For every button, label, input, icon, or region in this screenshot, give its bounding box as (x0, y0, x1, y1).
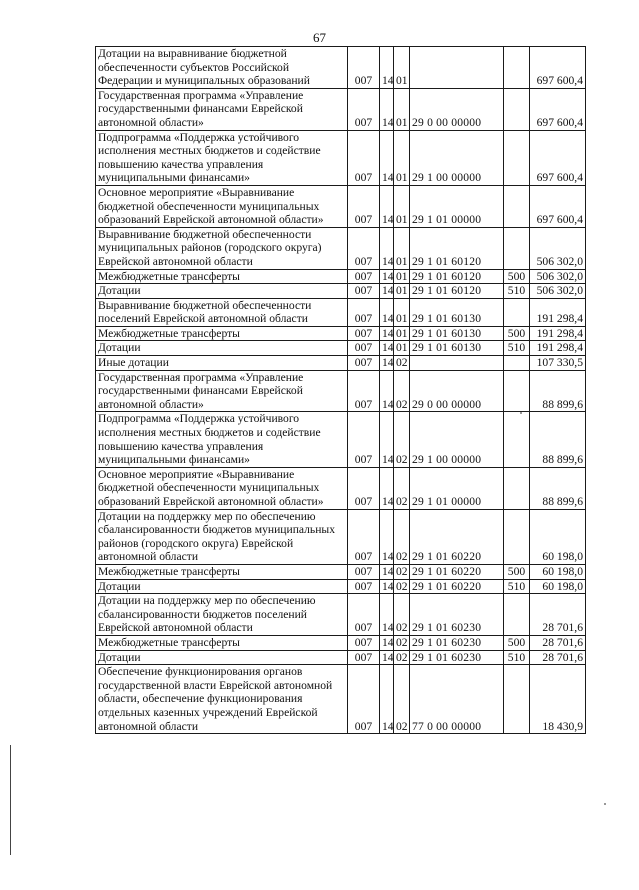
amount-value: 28 701,6 (530, 650, 586, 665)
section-code: 14 (380, 185, 394, 227)
subsection-code: 01 (394, 326, 410, 341)
table-row (96, 326, 586, 341)
item-description: Дотации на поддержку мер по обеспечению сбалансированности бюджетов муниципальных районов (городского округа) Еврейской автономной области (96, 509, 348, 564)
target-article-code: 29 1 01 00000 (410, 185, 504, 227)
section-code: 14 (380, 594, 394, 636)
item-description: Подпрограмма «Поддержка устойчивого исполнения местных бюджетов и содействие повышению качества управления муниципальными финансами» (96, 412, 348, 467)
ministry-code: 007 (348, 284, 380, 299)
table-row (96, 356, 586, 371)
scan-speck (520, 412, 522, 414)
section-code: 14 (380, 467, 394, 509)
table-row (96, 227, 586, 269)
ministry-code: 007 (348, 412, 380, 467)
amount-value: 191 298,4 (530, 298, 586, 326)
section-code: 14 (380, 326, 394, 341)
expense-type-code (504, 665, 530, 734)
page-number: 67 (313, 30, 326, 45)
item-description: Межбюджетные трансферты (96, 326, 348, 341)
subsection-code: 02 (394, 579, 410, 594)
target-article-code: 29 0 00 00000 (410, 370, 504, 412)
ministry-code: 007 (348, 370, 380, 412)
item-description: Дотации (96, 579, 348, 594)
section-code: 14 (380, 356, 394, 371)
table-row (96, 185, 586, 227)
amount-value: 506 302,0 (530, 284, 586, 299)
table-row (96, 650, 586, 665)
item-description: Основное мероприятие «Выравнивание бюджетной обеспеченности муниципальных образований Еврейской автономной области» (96, 467, 348, 509)
table-row (96, 269, 586, 284)
subsection-code: 01 (394, 284, 410, 299)
expense-type-code (504, 594, 530, 636)
subsection-code: 02 (394, 635, 410, 650)
target-article-code: 29 0 00 00000 (410, 88, 504, 130)
section-code: 14 (380, 564, 394, 579)
amount-value: 60 198,0 (530, 509, 586, 564)
scan-margin-line (10, 745, 11, 855)
ministry-code: 007 (348, 47, 380, 89)
item-description: Обеспечение функционирования органов государственной власти Еврейской автономной области, обеспечение функционирования отдельных казенных учреждений Еврейской автономной области (96, 665, 348, 734)
target-article-code: 29 1 00 00000 (410, 412, 504, 467)
expense-type-code (504, 370, 530, 412)
target-article-code: 29 1 01 60120 (410, 269, 504, 284)
item-description: Дотации (96, 341, 348, 356)
table-row (96, 370, 586, 412)
target-article-code: 29 1 01 60230 (410, 650, 504, 665)
expense-type-code (504, 412, 530, 467)
table-row (96, 509, 586, 564)
section-code: 14 (380, 665, 394, 734)
section-code: 14 (380, 284, 394, 299)
ministry-code: 007 (348, 564, 380, 579)
ministry-code: 007 (348, 298, 380, 326)
item-description: Дотации на выравнивание бюджетной обеспеченности субъектов Российской Федерации и муниципальных образований (96, 47, 348, 89)
expense-type-code (504, 88, 530, 130)
table-row (96, 579, 586, 594)
item-description: Подпрограмма «Поддержка устойчивого исполнения местных бюджетов и содействие повышению качества управления муниципальными финансами» (96, 130, 348, 185)
subsection-code: 01 (394, 130, 410, 185)
table-row (96, 594, 586, 636)
ministry-code: 007 (348, 227, 380, 269)
target-article-code: 77 0 00 00000 (410, 665, 504, 734)
table-row (96, 298, 586, 326)
item-description: Государственная программа «Управление государственными финансами Еврейской автономной области» (96, 88, 348, 130)
section-code: 14 (380, 650, 394, 665)
section-code: 14 (380, 227, 394, 269)
table-row (96, 341, 586, 356)
expense-type-code (504, 130, 530, 185)
scan-speck (604, 803, 606, 805)
table-row (96, 564, 586, 579)
subsection-code: 02 (394, 509, 410, 564)
expense-type-code (504, 298, 530, 326)
table-row (96, 130, 586, 185)
target-article-code: 29 1 01 60220 (410, 579, 504, 594)
target-article-code: 29 1 01 60120 (410, 227, 504, 269)
ministry-code: 007 (348, 88, 380, 130)
budget-table (95, 46, 586, 734)
table-row (96, 88, 586, 130)
subsection-code: 02 (394, 564, 410, 579)
expense-type-code: 500 (504, 269, 530, 284)
ministry-code: 007 (348, 356, 380, 371)
target-article-code: 29 1 00 00000 (410, 130, 504, 185)
item-description: Дотации (96, 284, 348, 299)
subsection-code: 02 (394, 665, 410, 734)
ministry-code: 007 (348, 635, 380, 650)
target-article-code (410, 356, 504, 371)
section-code: 14 (380, 509, 394, 564)
amount-value: 60 198,0 (530, 564, 586, 579)
ministry-code: 007 (348, 467, 380, 509)
target-article-code (410, 47, 504, 89)
item-description: Дотации (96, 650, 348, 665)
section-code: 14 (380, 370, 394, 412)
expense-type-code: 510 (504, 650, 530, 665)
expense-type-code: 510 (504, 579, 530, 594)
subsection-code: 02 (394, 356, 410, 371)
amount-value: 697 600,4 (530, 88, 586, 130)
expense-type-code (504, 467, 530, 509)
ministry-code: 007 (348, 665, 380, 734)
table-row (96, 467, 586, 509)
table-body (96, 47, 586, 734)
item-description: Межбюджетные трансферты (96, 564, 348, 579)
amount-value: 506 302,0 (530, 269, 586, 284)
subsection-code: 02 (394, 412, 410, 467)
ministry-code: 007 (348, 326, 380, 341)
amount-value: 18 430,9 (530, 665, 586, 734)
section-code: 14 (380, 47, 394, 89)
target-article-code: 29 1 01 60220 (410, 564, 504, 579)
target-article-code: 29 1 01 00000 (410, 467, 504, 509)
ministry-code: 007 (348, 269, 380, 284)
section-code: 14 (380, 412, 394, 467)
amount-value: 28 701,6 (530, 594, 586, 636)
expense-type-code: 510 (504, 341, 530, 356)
subsection-code: 01 (394, 341, 410, 356)
subsection-code: 01 (394, 88, 410, 130)
section-code: 14 (380, 635, 394, 650)
subsection-code: 01 (394, 185, 410, 227)
table-row (96, 412, 586, 467)
amount-value: 697 600,4 (530, 185, 586, 227)
expense-type-code: 510 (504, 284, 530, 299)
target-article-code: 29 1 01 60220 (410, 509, 504, 564)
target-article-code: 29 1 01 60130 (410, 298, 504, 326)
subsection-code: 02 (394, 467, 410, 509)
ministry-code: 007 (348, 509, 380, 564)
amount-value: 191 298,4 (530, 326, 586, 341)
section-code: 14 (380, 130, 394, 185)
expense-type-code: 500 (504, 635, 530, 650)
amount-value: 107 330,5 (530, 356, 586, 371)
amount-value: 191 298,4 (530, 341, 586, 356)
table-row (96, 665, 586, 734)
item-description: Межбюджетные трансферты (96, 635, 348, 650)
section-code: 14 (380, 269, 394, 284)
amount-value: 88 899,6 (530, 467, 586, 509)
expense-type-code (504, 509, 530, 564)
subsection-code: 01 (394, 227, 410, 269)
item-description: Государственная программа «Управление государственными финансами Еврейской автономной области» (96, 370, 348, 412)
expense-type-code (504, 356, 530, 371)
ministry-code: 007 (348, 341, 380, 356)
subsection-code: 02 (394, 650, 410, 665)
ministry-code: 007 (348, 579, 380, 594)
target-article-code: 29 1 01 60230 (410, 635, 504, 650)
expense-type-code (504, 185, 530, 227)
amount-value: 697 600,4 (530, 47, 586, 89)
target-article-code: 29 1 01 60130 (410, 341, 504, 356)
subsection-code: 01 (394, 298, 410, 326)
item-description: Иные дотации (96, 356, 348, 371)
amount-value: 697 600,4 (530, 130, 586, 185)
table-row (96, 284, 586, 299)
subsection-code: 01 (394, 47, 410, 89)
item-description: Межбюджетные трансферты (96, 269, 348, 284)
item-description: Выравнивание бюджетной обеспеченности муниципальных районов (городского округа) Еврейской автономной области (96, 227, 348, 269)
subsection-code: 02 (394, 594, 410, 636)
target-article-code: 29 1 01 60130 (410, 326, 504, 341)
amount-value: 88 899,6 (530, 370, 586, 412)
section-code: 14 (380, 341, 394, 356)
table-row (96, 47, 586, 89)
item-description: Дотации на поддержку мер по обеспечению сбалансированности бюджетов поселений Еврейской автономной области (96, 594, 348, 636)
expense-type-code (504, 227, 530, 269)
section-code: 14 (380, 88, 394, 130)
section-code: 14 (380, 298, 394, 326)
amount-value: 60 198,0 (530, 579, 586, 594)
amount-value: 28 701,6 (530, 635, 586, 650)
ministry-code: 007 (348, 130, 380, 185)
item-description: Основное мероприятие «Выравнивание бюджетной обеспеченности муниципальных образований Еврейской автономной области» (96, 185, 348, 227)
section-code: 14 (380, 579, 394, 594)
amount-value: 88 899,6 (530, 412, 586, 467)
ministry-code: 007 (348, 650, 380, 665)
ministry-code: 007 (348, 594, 380, 636)
expense-type-code (504, 47, 530, 89)
amount-value: 506 302,0 (530, 227, 586, 269)
ministry-code: 007 (348, 185, 380, 227)
table-row (96, 635, 586, 650)
subsection-code: 02 (394, 370, 410, 412)
target-article-code: 29 1 01 60230 (410, 594, 504, 636)
expense-type-code: 500 (504, 326, 530, 341)
item-description: Выравнивание бюджетной обеспеченности поселений Еврейской автономной области (96, 298, 348, 326)
expense-type-code: 500 (504, 564, 530, 579)
subsection-code: 01 (394, 269, 410, 284)
target-article-code: 29 1 01 60120 (410, 284, 504, 299)
